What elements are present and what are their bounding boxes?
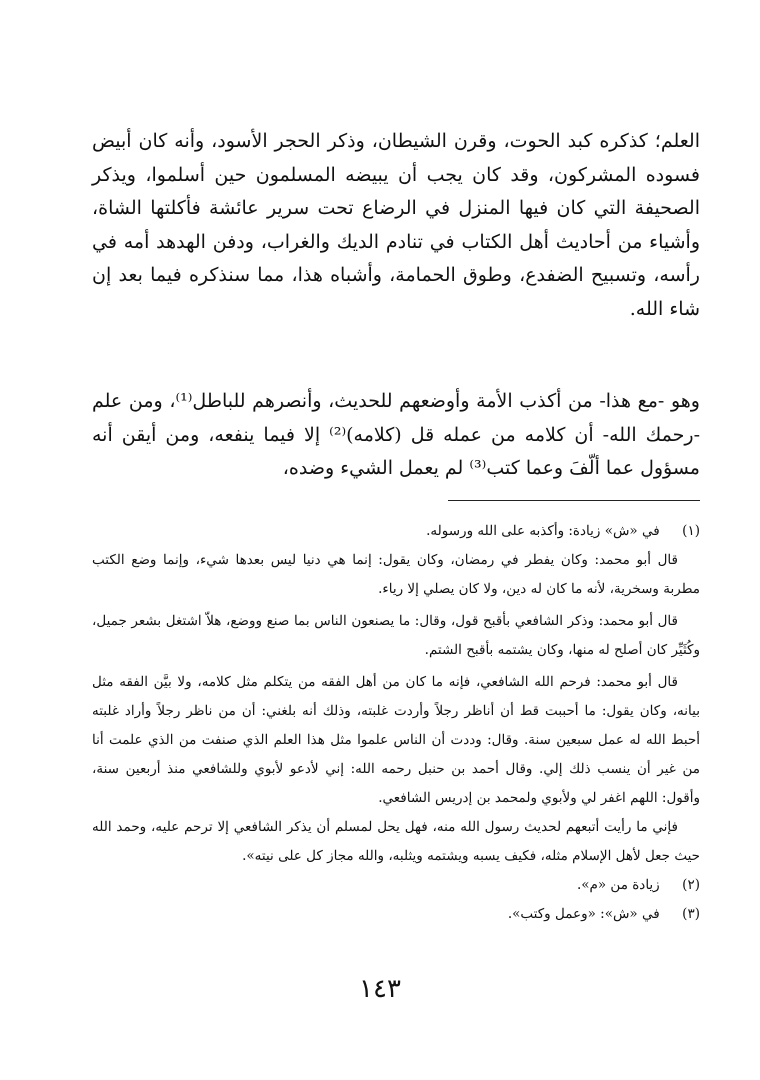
footnote-1-text: في «ش» زيادة: وأكذبه على الله ورسوله.: [426, 523, 660, 539]
footnote-3-number: (٣): [682, 906, 700, 922]
footnote-3: [92, 900, 700, 929]
body-paragraph-1: العلم؛ كذكره كبد الحوت، وقرن الشيطان، وذكر الحجر الأسود، وأنه كان أبيض فسوده المشركون، وقد كان يجب أن يبيضه المسلمون حين أسلموا، ويذكر الصحيفة التي كان فيها المنزل في الرضاع تحت سرير عائشة فأكلتها الشاة، وأشياء من أحاديث أهل الكتاب في تنادم الديك والغراب، ودفن الهدهد أمه في رأسه، وتسبيح الضفدع، وطوق الحمامة، وأشباه هذا، مما سنذكره فيما بعد إن شاء الله.: [92, 130, 700, 320]
footnote-1: [92, 517, 700, 546]
footnote-1-paragraph-3: قال أبو محمد: فرحم الله الشافعي، فإنه ما كان من أهل الفقه من يتكلم مثل كلامه، ولا بيَّن الفقه مثل بيانه، وكان يقول: ما أحببت قط أن أناظر رجلاً وأردت غلبته، وذلك أنه بلغني: أن من ناظر رجلاً وأراد غلبته أحبط الله له عمل سبعين سنة. وقال: وددت أن الناس علموا مثل هذا العلم الذي صنفت من الذي علمت أنا من غير أن ينسب ذلك إلي. وقال أحمد بن حنبل رحمه الله: إني لأدعو لأبوي وللشافعي منذ أربعين سنة، وأقول: اللهم اغفر لي ولأبوي ولمحمد بن إدريس الشافعي.: [92, 674, 700, 806]
footnote-1-paragraph-2: قال أبو محمد: وذكر الشافعي بأقبح قول، وقال: ما يصنعون الناس بما صنع ووضع، هلاّ اشتغل بشعر جميل، وكُثَيِّر كان أصلح له منها، وكان يشتمه بأقبح الشتم.: [92, 613, 700, 658]
footnote-2-text: زيادة من «م».: [576, 877, 660, 893]
footnote-1-number: (١): [682, 523, 700, 539]
footnote-3-text: في «ش»: «وعمل وكتب».: [507, 906, 660, 922]
footnote-2: [92, 871, 700, 900]
footnote-separator: [448, 500, 700, 501]
footnotes: [92, 517, 700, 929]
footnote-2-number: (٢): [682, 877, 700, 893]
footnote-1-paragraph-4: فإني ما رأيت أتبعهم لحديث رسول الله منه، فهل يحل لمسلم أن يذكر الشافعي إلا ترحم عليه، وحمد الله حيث جعل لأهل الإسلام مثله، فكيف يسبه ويشتمه ويثلبه، والله مجاز كل على نيته».: [92, 819, 700, 864]
footnote-1-paragraph-1: قال أبو محمد: وكان يفطر في رمضان، وكان يقول: إنما هي دنيا ليس بعدها شيء، وإنما وضع الكتب مطربة وسخرية، لأنه ما كان له دين، ولا كان يصلي إلا رياء.: [92, 552, 700, 597]
body-paragraph-2: وهو -مع هذا- من أكذب الأمة وأوضعهم للحديث، وأنصرهم للباطل⁽¹⁾، ومن علم -رحمك الله- أن كلامه من عمله قل (كلامه)⁽²⁾ إلا فيما ينفعه، ومن أيقن أنه مسؤول عما ألّفَ وعما كتب⁽³⁾ لم يعمل الشيء وضده،: [92, 390, 700, 479]
page-number: ١٤٣: [359, 974, 401, 1004]
